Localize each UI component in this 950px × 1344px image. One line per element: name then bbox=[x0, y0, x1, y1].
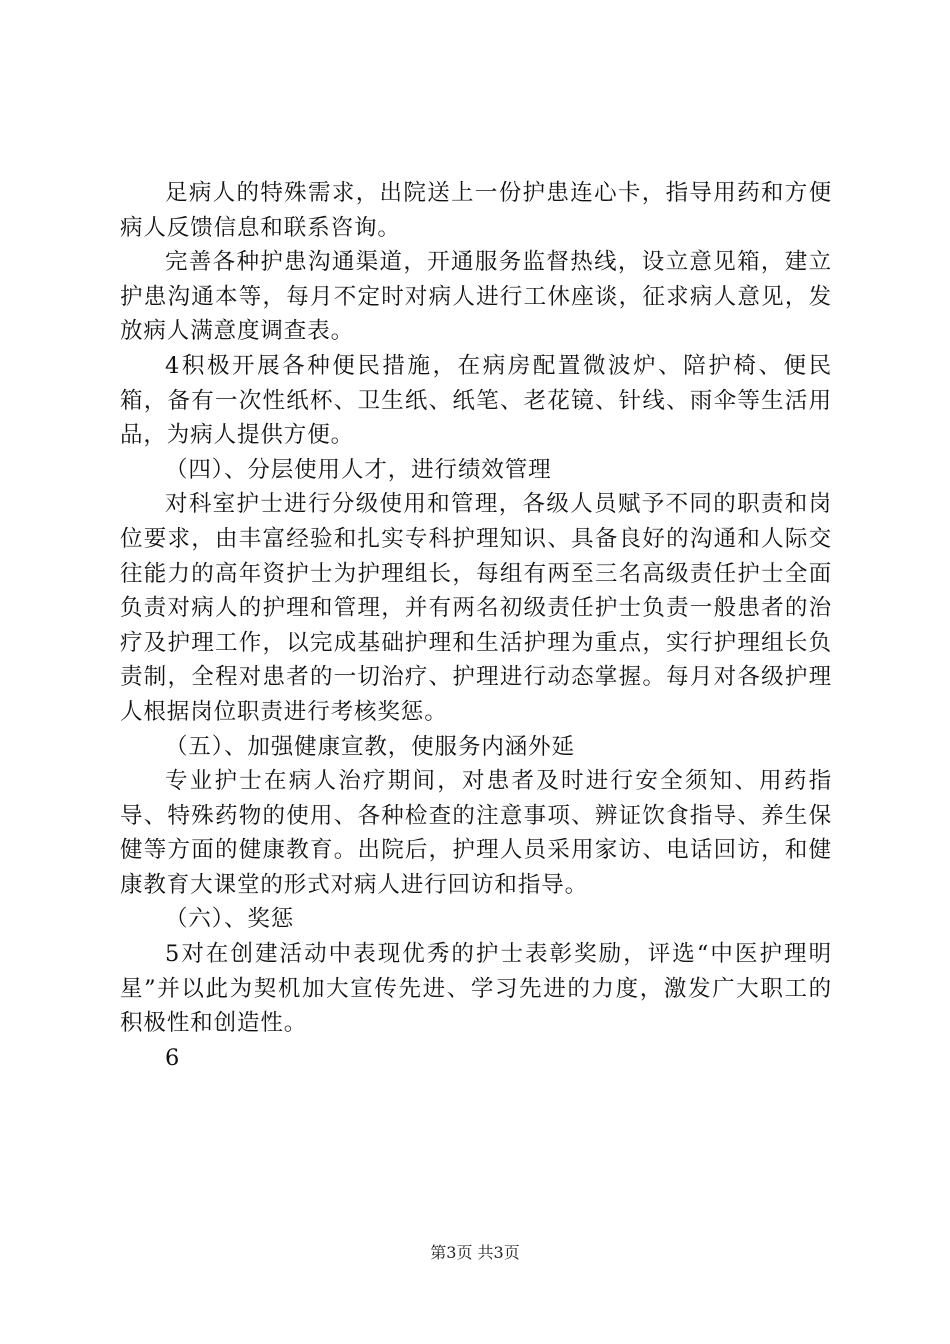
paragraph-7: 专业护士在病人治疗期间，对患者及时进行安全须知、用药指导、特殊药物的使用、各种检查的注意事项、辨证饮食指导、养生保健等方面的健康教育。出院后，护理人员采用家访、电话回访，和健康教育大课堂的形式对病人进行回访和指导。 bbox=[120, 768, 832, 898]
paragraph-10: 6 bbox=[165, 1044, 181, 1071]
paragraph-2: 完善各种护患沟通渠道，开通服务监督热线，设立意见箱，建立护患沟通本等，每月不定时对病人进行工休座谈，征求病人意见，发放病人满意度调查表。 bbox=[120, 249, 832, 345]
section-heading-6: （六）、奖惩 bbox=[165, 906, 295, 933]
page-footer: 第3页 共3页 bbox=[430, 1243, 520, 1262]
paragraph-1: 足病人的特殊需求，出院送上一份护患连心卡，指导用药和方便病人反馈信息和联系咨询。 bbox=[120, 180, 832, 241]
document-body bbox=[120, 176, 832, 1075]
section-heading-5: （五）、加强健康宣教，使服务内涵外延 bbox=[165, 733, 575, 760]
paragraph-3: 4积极开展各种便民措施，在病房配置微波炉、陪护椅、便民箱，备有一次性纸杯、卫生纸、纸笔、老花镜、针线、雨伞等生活用品，为病人提供方便。 bbox=[120, 352, 832, 449]
paragraph-5: 对科室护士进行分级使用和管理，各级人员赋予不同的职责和岗位要求，由丰富经验和扎实专科护理知识、具备良好的沟通和人际交往能力的高年资护士为护理组长，每组有两至三名高级责任护士全面负责对病人的护理和管理，并有两名初级责任护士负责一般患者的治疗及护理工作，以完成基础护理和生活护理为重点，实行护理组长负责制，全程对患者的一切治疗、护理进行动态掌握。每月对各级护理人根据岗位职责进行考核奖惩。 bbox=[120, 491, 832, 725]
paragraph-9: 5对在创建活动中表现优秀的护士表彰奖励，评选“中医护理明星”并以此为契机加大宣传先进、学习先进的力度，激发广大职工的积极性和创造性。 bbox=[120, 941, 832, 1037]
section-heading-4: （四）、分层使用人才，进行绩效管理 bbox=[165, 456, 552, 483]
